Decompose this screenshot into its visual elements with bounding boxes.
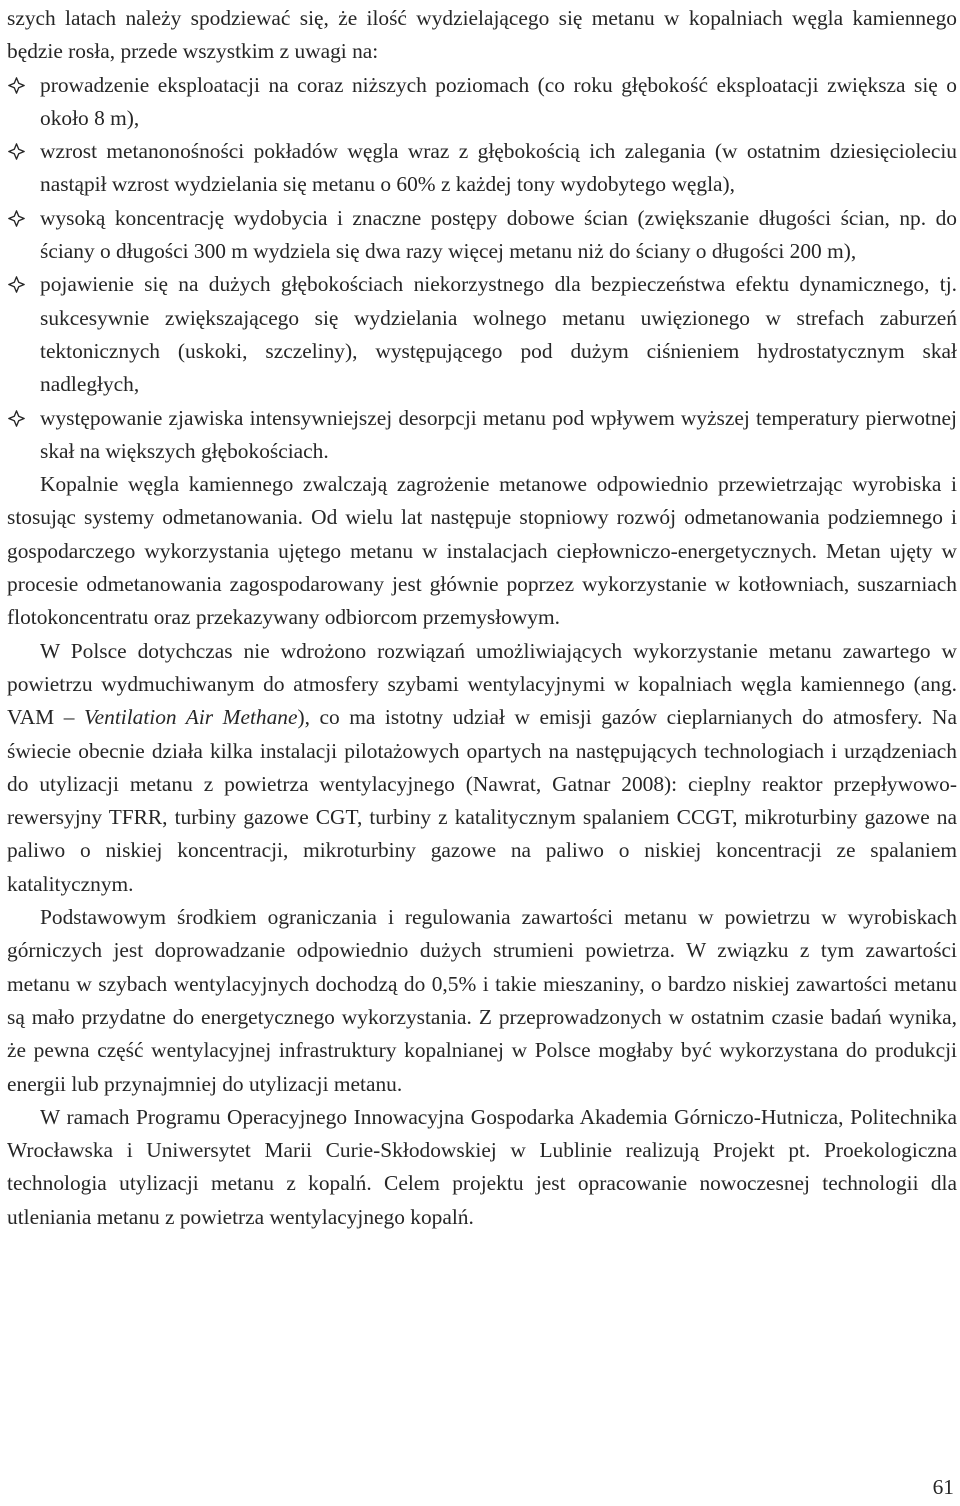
four-point-star-outline-icon bbox=[8, 143, 25, 160]
paragraph-vam-text-end: ), co ma istotny udział w emisji gazów cieplarnianych do atmosfery. Na świecie obecnie działa kilka instalacji pilotażowych opartych na następujących technologiach i urządzeniach do utylizacji metanu z powietrza wentylacyjnego (Nawrat, Gatnar 2008): cieplny reaktor przepływowo-rewersyjny TFRR, turbiny gazowe CGT, turbiny z katalitycznym spalaniem CCGT, mikroturbiny gazowe na paliwo o niskiej koncentracji, mikroturbiny gazowe na paliwo o niskiej koncentracji ze spalaniem katalitycznym. bbox=[7, 705, 957, 896]
bullet-item bbox=[7, 69, 957, 136]
bullet-list bbox=[7, 69, 957, 469]
paragraph-vam bbox=[7, 635, 957, 901]
bullet-item bbox=[7, 268, 957, 401]
four-point-star-outline-icon bbox=[8, 77, 25, 94]
document-page bbox=[7, 2, 957, 1234]
bullet-text: występowanie zjawiska intensywniejszej desorpcji metanu pod wpływem wyższej temperatury pierwotnej skał na większych głębokościach. bbox=[40, 405, 957, 463]
four-point-star-outline-icon bbox=[8, 410, 25, 427]
bullet-text: pojawienie się na dużych głębokościach niekorzystnego dla bezpieczeństwa efektu dynamicznego, tj. sukcesywnie zwiększającego się wydzielania wolnego metanu uwięzionego w strefach zaburzeń tektonicznych (uskoki, szczeliny), występującego pod dużym ciśnieniem hydrostatycznym skał nadległych, bbox=[40, 272, 957, 397]
bullet-text: prowadzenie eksploatacji na coraz niższych poziomach (co roku głębokość eksploatacji zwiększa się o około 8 m), bbox=[40, 72, 957, 130]
four-point-star-outline-icon bbox=[8, 210, 25, 227]
paragraph-vam-text-start: W Polsce dotychczas nie wdrożono rozwiązań umożliwiających wykorzystanie metanu zawartego w powietrzu wydmuchiwanym do atmosfery szybami wentylacyjnymi w kopalniach węgla kamiennego (ang. VAM – bbox=[7, 638, 957, 730]
paragraph-ventilation: Podstawowym środkiem ograniczania i regulowania zawartości metanu w powietrzu w wyrobiskach górniczych jest doprowadzanie odpowiednio dużych strumieni powietrza. W związku z tym zawartości metanu w szybach wentylacyjnych dochodzą do 0,5% i takie mieszaniny, o bardzo niskiej zawartości metanu są mało przydatne do energetycznego wykorzystania. Z przeprowadzonych w ostatnim czasie badań wynika, że pewna część wentylacyjnej infrastruktury kopalnianej w Polsce mogłaby być wykorzystana do produkcji energii lub przynajmniej do utylizacji metanu. bbox=[7, 905, 957, 1096]
bullet-item bbox=[7, 135, 957, 202]
bullet-text: wzrost metanonośności pokładów węgla wraz z głębokością ich zalegania (w ostatnim dziesięcioleciu nastąpił wzrost wydzielania się metanu o 60% z każdej tony wydobytego węgla), bbox=[40, 139, 957, 197]
bullet-text: wysoką koncentrację wydobycia i znaczne postępy dobowe ścian (zwiększanie długości ścian, np. do ściany o długości 300 m wydziela się dwa razy więcej metanu niż do ściany o długości 200 m), bbox=[40, 205, 957, 264]
four-point-star-outline-icon bbox=[8, 276, 25, 293]
bullet-item bbox=[7, 202, 957, 269]
paragraph-methane-control: Kopalnie węgla kamiennego zwalczają zagrożenie metanowe odpowiednio przewietrzając wyrobiska i stosując systemy odmetanowania. Od wielu lat następuje stopniowy rozwój odmetanowania podziemnego i gospodarczego wykorzystania ujętego metanu w instalacjach ciepłowniczo-energetycznych. Metan ujęty w procesie odmetanowania zagospodarowany jest głównie poprzez wykorzystanie w kotłowniach, suszarniach flotokoncentratu oraz przekazywany odbiorcom przemysłowym. bbox=[7, 472, 957, 630]
bullet-item bbox=[7, 402, 957, 469]
intro-text: szych latach należy spodziewać się, że ilość wydzielającego się metanu w kopalniach węgla kamiennego będzie rosła, przede wszystkim z uwagi na: bbox=[7, 6, 957, 64]
vam-term: Ventilation Air Methane bbox=[83, 705, 298, 730]
paragraph-project: W ramach Programu Operacyjnego Innowacyjna Gospodarka Akademia Górniczo-Hutnicza, Politechnika Wrocławska i Uniwersytet Marii Curie-Skłodowskiej w Lublinie realizują Projekt pt. Proekologiczna technologia utylizacji metanu z kopalń. Celem projektu jest opracowanie nowoczesnej technologii dla utleniania metanu z powietrza wentylacyjnego kopalń. bbox=[7, 1104, 957, 1229]
page-number: 61 bbox=[932, 1475, 954, 1499]
